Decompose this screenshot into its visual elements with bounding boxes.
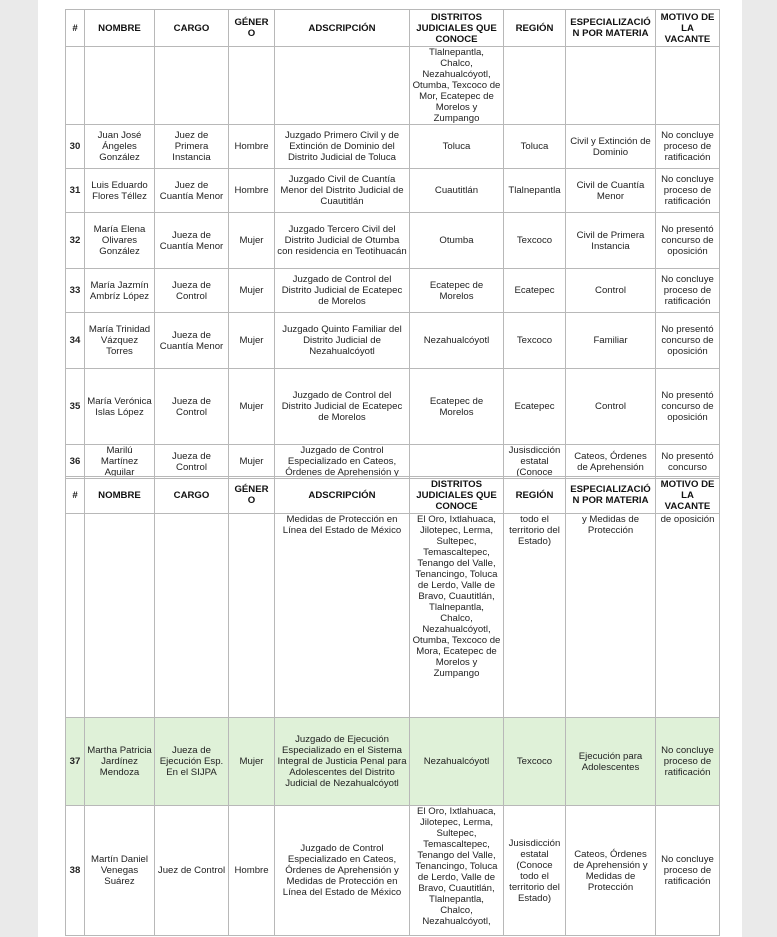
cell-genero: Mujer [229,213,275,269]
cell-adscripcion: Juzgado de Ejecución Especializado en el Sistema Integral de Justicia Penal para Adolescentes del Distrito Judicial de Nezahualcóyotl [275,718,410,806]
cell-especializacion: Familiar [566,313,656,369]
cell-motivo: de oposición [656,514,720,718]
cell-cargo: Juez de Control [155,806,229,936]
table-row [66,169,720,213]
table-row [66,369,720,445]
cell-num: 34 [66,313,85,369]
cell-motivo: No presentó concurso [656,445,720,479]
cell-region: todo el territorio del Estado) [504,514,566,718]
header-adscripcion: ADSCRIPCIÓN [275,10,410,47]
cell-especializacion: y Medidas de Protección [566,514,656,718]
cell-especializacion: Cateos, Órdenes de Aprehensión [566,445,656,479]
cell-cargo: Jueza de Control [155,269,229,313]
cell-num: 38 [66,806,85,936]
cell-especializacion: Control [566,269,656,313]
cell-genero: Hombre [229,169,275,213]
cell-genero: Mujer [229,313,275,369]
cell-region: Toluca [504,125,566,169]
cell-num: 32 [66,213,85,269]
cell-num: 30 [66,125,85,169]
cell-num: 36 [66,445,85,479]
cell-cargo: Jueza de Cuantía Menor [155,213,229,269]
table-row [66,313,720,369]
header-motivo: MOTIVO DE LA VACANTE [656,477,720,514]
header-cargo: CARGO [155,10,229,47]
cell-especializacion: Control [566,369,656,445]
header-nombre: NOMBRE [85,477,155,514]
cell-nombre: Martín Daniel Venegas Suárez [85,806,155,936]
cell-adscripcion: Juzgado de Control del Distrito Judicial de Ecatepec de Morelos [275,369,410,445]
cell-cargo: Jueza de Control [155,445,229,479]
cell-adscripcion: Juzgado Tercero Civil del Distrito Judicial de Otumba con residencia en Teotihuacán [275,213,410,269]
header-cargo: CARGO [155,477,229,514]
table-row [66,125,720,169]
cell-especializacion: Civil de Cuantía Menor [566,169,656,213]
cell-nombre: Martha Patricia Jardínez Mendoza [85,718,155,806]
table-row [66,445,720,479]
cell-region: Tlalnepantla [504,169,566,213]
cell-especializacion: Cateos, Órdenes de Aprehensión y Medidas de Protección [566,806,656,936]
cell-num: 37 [66,718,85,806]
cell-nombre: Marilú Martínez Aguilar [85,445,155,479]
cell-region: Jusisdicción estatal (Conoce [504,445,566,479]
cell-adscripcion: Juzgado Quinto Familiar del Distrito Judicial de Nezahualcóyotl [275,313,410,369]
cell-motivo: No concluye proceso de ratificación [656,718,720,806]
header-adscripcion: ADSCRIPCIÓN [275,477,410,514]
cell-nombre: María Elena Olivares González [85,213,155,269]
header-distritos: DISTRITOS JUDICIALES QUE CONOCE [410,10,504,47]
table-row [66,213,720,269]
cell-motivo: No presentó concurso de oposición [656,213,720,269]
cell-cargo: Jueza de Ejecución Esp. En el SIJPA [155,718,229,806]
header-genero: GÉNERO [229,477,275,514]
cell-motivo: No presentó concurso de oposición [656,369,720,445]
cell-motivo: No concluye proceso de ratificación [656,806,720,936]
table-header-row [66,10,720,47]
header-distritos: DISTRITOS JUDICIALES QUE CONOCE [410,477,504,514]
cell-nombre: Luis Eduardo Flores Téllez [85,169,155,213]
cell-num: 33 [66,269,85,313]
cell-motivo: No presentó concurso de oposición [656,313,720,369]
cell-distritos: Ecatepec de Morelos [410,369,504,445]
cell-genero: Mujer [229,369,275,445]
cell-nombre: Juan José Ángeles González [85,125,155,169]
cell-adscripcion: Juzgado de Control Especializado en Cateos, Órdenes de Aprehensión y [275,445,410,479]
header-especializacion: ESPECIALIZACIÓN POR MATERIA [566,477,656,514]
cell-especializacion: Civil de Primera Instancia [566,213,656,269]
cell-distritos: Toluca [410,125,504,169]
cell-distritos: El Oro, Ixtlahuaca, Jilotepec, Lerma, Sultepec, Temascaltepec, Tenango del Valle, Tenancingo, Toluca de Lerdo, Valle de Bravo, Cuautitlán, Tlalnepantla, Chalco, Nezahualcóyotl, Otumba, Texcoco de Mora, Ecatepec de Morelos y Zumpango [410,514,504,718]
cell-region: Jusisdicción estatal (Conoce todo el territorio del Estado) [504,806,566,936]
cell-region: Texcoco [504,718,566,806]
cell-distritos: Ecatepec de Morelos [410,269,504,313]
cell-cargo: Juez de Cuantía Menor [155,169,229,213]
cell-num: 31 [66,169,85,213]
table-row [66,269,720,313]
cell-distritos: Tlalnepantla, Chalco, Nezahualcóyotl, Otumba, Texcoco de Mor, Ecatepec de Morelos y Zumpango [410,47,504,125]
table-header-row [66,477,720,514]
header-genero: GÉNERO [229,10,275,47]
header-region: REGIÓN [504,477,566,514]
cell-region: Ecatepec [504,269,566,313]
continuation-row [66,514,720,718]
cell-distritos: El Oro, Ixtlahuaca, Jilotepec, Lerma, Sultepec, Temascaltepec, Tenango del Valle, Tenancingo, Toluca de Lerdo, Valle de Bravo, Cuautitlán, Tlalnepantla, Chalco, Nezahualcóyotl, [410,806,504,936]
cell-nombre: María Trinidad Vázquez Torres [85,313,155,369]
header-especializacion: ESPECIALIZACIÓN POR MATERIA [566,10,656,47]
cell-motivo: No concluye proceso de ratificación [656,269,720,313]
cell-distritos: Nezahualcóyotl [410,718,504,806]
table-row-highlighted [66,718,720,806]
cell-adscripcion: Juzgado Civil de Cuantía Menor del Distrito Judicial de Cuautitlán [275,169,410,213]
cell-distritos [410,445,504,479]
cell-distritos: Cuautitlán [410,169,504,213]
cell-region: Ecatepec [504,369,566,445]
header-num: # [66,10,85,47]
cell-num: 35 [66,369,85,445]
header-region: REGIÓN [504,10,566,47]
header-num: # [66,477,85,514]
cell-genero: Mujer [229,445,275,479]
cell-distritos: Nezahualcóyotl [410,313,504,369]
continuation-row [66,47,720,125]
cell-nombre: María Verónica Islas López [85,369,155,445]
cell-cargo: Jueza de Control [155,369,229,445]
cell-genero: Mujer [229,718,275,806]
cell-adscripcion: Juzgado de Control Especializado en Cateos, Órdenes de Aprehensión y Medidas de Protección en Línea del Estado de México [275,806,410,936]
table-row [66,806,720,936]
cell-genero: Hombre [229,125,275,169]
cell-cargo: Jueza de Cuantía Menor [155,313,229,369]
header-motivo: MOTIVO DE LA VACANTE [656,10,720,47]
cell-distritos: Otumba [410,213,504,269]
vacancies-table-page-2 [65,476,720,936]
cell-especializacion: Ejecución para Adolescentes [566,718,656,806]
cell-motivo: No concluye proceso de ratificación [656,169,720,213]
cell-genero: Mujer [229,269,275,313]
cell-nombre: María Jazmín Ambríz López [85,269,155,313]
cell-genero: Hombre [229,806,275,936]
cell-region: Texcoco [504,213,566,269]
header-nombre: NOMBRE [85,10,155,47]
cell-region: Texcoco [504,313,566,369]
cell-adscripcion: Juzgado Primero Civil y de Extinción de Dominio del Distrito Judicial de Toluca [275,125,410,169]
vacancies-table-page-1 [65,9,720,479]
cell-cargo: Juez de Primera Instancia [155,125,229,169]
cell-motivo: No concluye proceso de ratificación [656,125,720,169]
cell-adscripcion: Juzgado de Control del Distrito Judicial de Ecatepec de Morelos [275,269,410,313]
cell-adscripcion: Medidas de Protección en Línea del Estado de México [275,514,410,718]
cell-especializacion: Civil y Extinción de Dominio [566,125,656,169]
